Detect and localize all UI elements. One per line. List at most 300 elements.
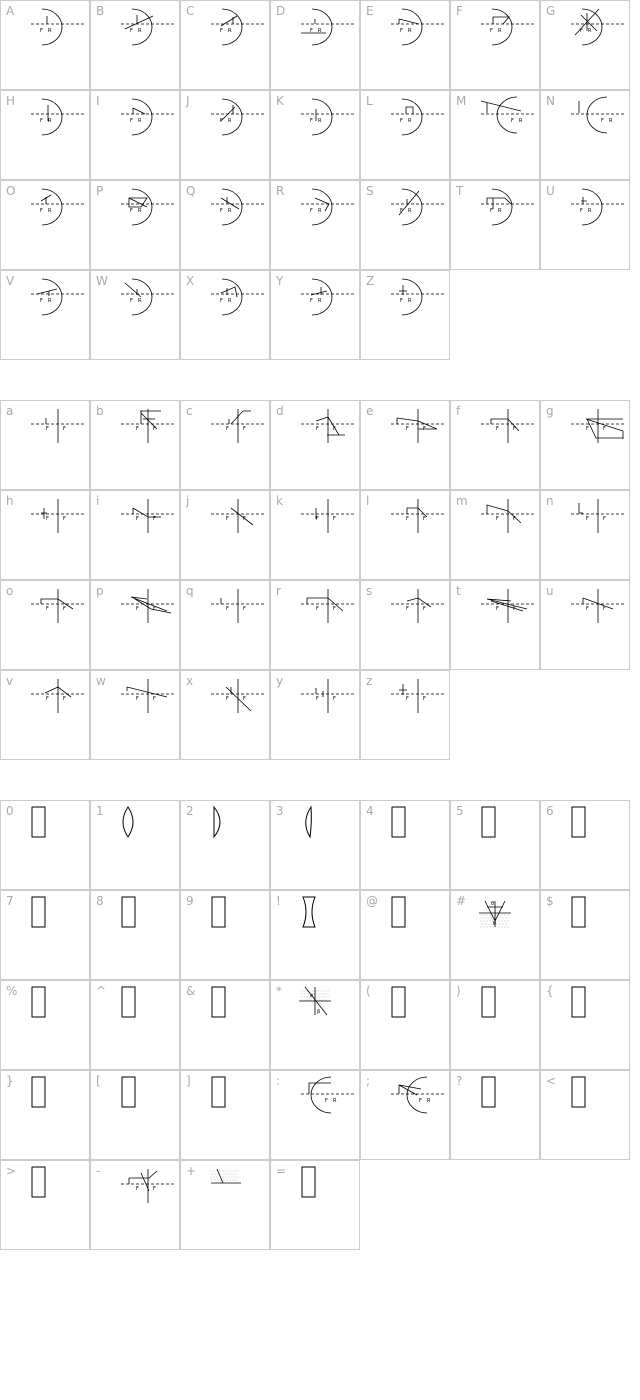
svg-text:F: F xyxy=(423,516,426,522)
glyph-cell xyxy=(0,1160,90,1250)
glyph-char-label: y xyxy=(276,674,284,688)
svg-text:F: F xyxy=(333,426,336,432)
svg-text:F: F xyxy=(400,298,403,304)
glyph-char-label: R xyxy=(276,184,285,198)
svg-text:R: R xyxy=(498,208,502,214)
glyph-char-label: 1 xyxy=(96,804,104,818)
mirror-ray-colon-icon xyxy=(271,1071,361,1161)
glyph-char-label: = xyxy=(276,1164,287,1178)
glyph-cell xyxy=(360,890,450,980)
svg-text:F: F xyxy=(46,426,49,432)
lens-ray-h-icon xyxy=(1,491,91,581)
lens-ray-a-icon xyxy=(1,401,91,491)
svg-text:R: R xyxy=(138,208,142,214)
glyph-cell xyxy=(450,0,540,90)
empty-box-icon xyxy=(361,981,451,1071)
glyph-char-label: # xyxy=(456,894,467,908)
svg-text:F: F xyxy=(423,696,426,702)
svg-text:F: F xyxy=(63,516,66,522)
lens-ray-v-icon xyxy=(1,671,91,761)
glyph-char-label: ) xyxy=(456,984,461,998)
svg-text:F: F xyxy=(40,208,43,214)
mirror-ray-X-icon xyxy=(181,271,271,361)
mirror-ray-T-icon xyxy=(451,181,541,271)
glyph-char-label: L xyxy=(366,94,373,108)
svg-text:F: F xyxy=(226,606,229,612)
svg-text:R: R xyxy=(427,1098,431,1104)
glyph-char-label: 9 xyxy=(186,894,194,908)
glyph-cell xyxy=(90,400,180,490)
glyph-char-label: H xyxy=(6,94,16,108)
svg-text:F: F xyxy=(226,516,229,522)
glyph-char-label: % xyxy=(6,984,18,998)
glyph-cell xyxy=(270,490,360,580)
lens-ray-u-icon xyxy=(541,581,631,671)
svg-text:F: F xyxy=(130,298,133,304)
svg-text:F: F xyxy=(333,606,336,612)
glyph-cell xyxy=(540,0,630,90)
glyph-cell xyxy=(450,580,540,670)
glyph-char-label: x xyxy=(186,674,194,688)
glyph-cell xyxy=(360,490,450,580)
glyph-cell xyxy=(180,1070,270,1160)
svg-text:F: F xyxy=(136,606,139,612)
svg-text:F: F xyxy=(226,426,229,432)
glyph-char-label: p xyxy=(96,584,104,598)
glyph-cell xyxy=(180,580,270,670)
lens-ray-e-icon xyxy=(361,401,451,491)
glyph-char-label: : xyxy=(276,1074,281,1088)
hatched-surface-icon xyxy=(181,1161,271,1251)
glyph-char-label: e xyxy=(366,404,374,418)
uppercase-glyph-grid xyxy=(0,0,640,360)
mirror-ray-E-icon xyxy=(361,1,451,91)
mirror-ray-A-icon xyxy=(1,1,91,91)
mirror-ray-N-icon xyxy=(541,91,631,181)
glyph-cell xyxy=(90,800,180,890)
mirror-ray-R-icon xyxy=(271,181,361,271)
svg-text:θ: θ xyxy=(491,901,495,907)
glyph-char-label: M xyxy=(456,94,467,108)
svg-text:F: F xyxy=(496,516,499,522)
glyph-cell xyxy=(0,580,90,670)
svg-text:F: F xyxy=(130,118,133,124)
mirror-ray-Y-icon xyxy=(271,271,361,361)
svg-text:F: F xyxy=(220,298,223,304)
glyph-cell xyxy=(180,890,270,980)
svg-text:R: R xyxy=(318,298,322,304)
glyph-char-label: { xyxy=(546,984,554,998)
glyph-char-label: l xyxy=(366,494,370,508)
empty-box-icon xyxy=(1,891,91,981)
glyph-char-label: o xyxy=(6,584,14,598)
glyph-char-label: s xyxy=(366,584,373,598)
glyph-char-label: j xyxy=(186,494,190,508)
glyph-cell xyxy=(540,400,630,490)
glyph-char-label: f xyxy=(456,404,461,418)
svg-text:F: F xyxy=(40,118,43,124)
glyph-char-label: ? xyxy=(456,1074,463,1088)
glyph-cell xyxy=(450,400,540,490)
svg-text:R: R xyxy=(138,118,142,124)
svg-text:R: R xyxy=(408,298,412,304)
glyph-cell xyxy=(180,270,270,360)
svg-text:F: F xyxy=(586,516,589,522)
svg-text:F: F xyxy=(325,1098,328,1104)
glyph-char-label: K xyxy=(276,94,284,108)
glyph-char-label: 0 xyxy=(6,804,14,818)
glyph-cell xyxy=(270,270,360,360)
glyph-char-label: [ xyxy=(96,1074,101,1088)
mirror-ray-S-icon xyxy=(361,181,451,271)
svg-text:F: F xyxy=(333,696,336,702)
lens-ray-n-icon xyxy=(541,491,631,581)
svg-text:F: F xyxy=(406,606,409,612)
svg-text:β: β xyxy=(317,1009,321,1015)
empty-box-icon xyxy=(451,981,541,1071)
mirror-ray-B-icon xyxy=(91,1,181,91)
mirror-ray-D-icon xyxy=(271,1,361,91)
glyph-char-label: d xyxy=(276,404,284,418)
glyph-cell xyxy=(180,180,270,270)
svg-text:F: F xyxy=(603,426,606,432)
glyph-cell xyxy=(270,980,360,1070)
svg-text:R: R xyxy=(519,118,523,124)
lens-ray-m-icon xyxy=(451,491,541,581)
svg-text:R: R xyxy=(228,118,232,124)
empty-box-icon xyxy=(361,891,451,981)
svg-text:F: F xyxy=(153,606,156,612)
glyph-char-label: > xyxy=(6,1164,17,1178)
glyph-char-label: i xyxy=(96,494,100,508)
svg-text:F: F xyxy=(490,28,493,34)
empty-box-icon xyxy=(1,1071,91,1161)
svg-text:F: F xyxy=(316,606,319,612)
glyph-char-label: 5 xyxy=(456,804,464,818)
lowercase-glyph-grid xyxy=(0,400,640,760)
mirror-ray-F-icon xyxy=(451,1,541,91)
glyph-char-label: V xyxy=(6,274,15,288)
svg-text:F: F xyxy=(226,696,229,702)
lens-ray-w-icon xyxy=(91,671,181,761)
svg-text:R: R xyxy=(609,118,613,124)
lens-ray-k-icon xyxy=(271,491,361,581)
glyph-cell xyxy=(90,1070,180,1160)
refraction-angle-beta-icon xyxy=(271,981,361,1071)
glyph-char-label: ^ xyxy=(96,984,107,998)
svg-text:α: α xyxy=(310,993,314,999)
svg-text:F: F xyxy=(220,28,223,34)
svg-text:θ: θ xyxy=(493,921,497,927)
glyph-cell xyxy=(90,890,180,980)
svg-text:R: R xyxy=(318,118,322,124)
glyph-char-label: m xyxy=(456,494,468,508)
empty-box-icon xyxy=(541,801,631,891)
glyph-cell xyxy=(540,580,630,670)
svg-text:R: R xyxy=(588,208,592,214)
svg-text:F: F xyxy=(580,208,583,214)
glyph-char-label: t xyxy=(456,584,461,598)
glyph-cell xyxy=(360,90,450,180)
empty-box-icon xyxy=(361,801,451,891)
svg-text:F: F xyxy=(63,426,66,432)
lens-ray-z-icon xyxy=(361,671,451,761)
lens-ray-f-icon xyxy=(451,401,541,491)
lens-ray-s-icon xyxy=(361,581,451,671)
glyph-cell xyxy=(540,490,630,580)
lens-ray-q-icon xyxy=(181,581,271,671)
glyph-char-label: $ xyxy=(546,894,554,908)
glyph-cell xyxy=(360,980,450,1070)
svg-text:F: F xyxy=(243,606,246,612)
glyph-char-label: D xyxy=(276,4,286,18)
glyph-char-label: q xyxy=(186,584,194,598)
glyph-char-label: P xyxy=(96,184,104,198)
glyph-cell xyxy=(270,890,360,980)
glyph-cell xyxy=(180,400,270,490)
empty-box-icon xyxy=(91,891,181,981)
glyph-char-label: a xyxy=(6,404,14,418)
glyph-cell xyxy=(450,980,540,1070)
glyph-cell xyxy=(360,180,450,270)
glyph-cell xyxy=(90,580,180,670)
svg-text:F: F xyxy=(130,208,133,214)
empty-box-icon xyxy=(451,801,541,891)
glyph-char-label: g xyxy=(546,404,554,418)
svg-text:F: F xyxy=(316,426,319,432)
glyph-cell xyxy=(180,90,270,180)
empty-box-icon xyxy=(451,1071,541,1161)
mirror-ray-L-icon xyxy=(361,91,451,181)
svg-text:F: F xyxy=(400,118,403,124)
svg-text:F: F xyxy=(46,516,49,522)
glyph-char-label: * xyxy=(276,984,282,998)
svg-text:F: F xyxy=(601,118,604,124)
glyph-char-label: Z xyxy=(366,274,375,288)
meniscus-lens-icon xyxy=(271,801,361,891)
svg-text:F: F xyxy=(406,426,409,432)
svg-text:F: F xyxy=(490,208,493,214)
glyph-char-label: W xyxy=(96,274,108,288)
glyph-cell xyxy=(0,0,90,90)
glyph-char-label: B xyxy=(96,4,105,18)
glyph-cell xyxy=(0,180,90,270)
glyph-char-label: A xyxy=(6,4,15,18)
mirror-ray-J-icon xyxy=(181,91,271,181)
empty-box-icon xyxy=(1,801,91,891)
mirror-ray-semicolon-icon xyxy=(361,1071,451,1161)
glyph-cell xyxy=(90,90,180,180)
glyph-cell xyxy=(180,1160,270,1250)
biconcave-lens-icon xyxy=(271,891,361,981)
mirror-ray-K-icon xyxy=(271,91,361,181)
svg-text:F: F xyxy=(243,426,246,432)
empty-box-icon xyxy=(1,1161,91,1251)
svg-text:F: F xyxy=(310,208,313,214)
svg-text:F: F xyxy=(496,606,499,612)
glyph-char-label: I xyxy=(96,94,100,108)
glyph-cell xyxy=(90,670,180,760)
glyph-char-label: k xyxy=(276,494,283,508)
glyph-cell xyxy=(180,670,270,760)
glyph-cell xyxy=(270,90,360,180)
svg-text:F: F xyxy=(406,516,409,522)
glyph-char-label: + xyxy=(186,1164,197,1178)
glyph-char-label: 4 xyxy=(366,804,374,818)
empty-box-icon xyxy=(1,981,91,1071)
glyph-cell xyxy=(540,1070,630,1160)
glyph-cell xyxy=(0,800,90,890)
svg-text:F: F xyxy=(153,696,156,702)
svg-text:R: R xyxy=(498,28,502,34)
svg-text:F: F xyxy=(46,606,49,612)
glyph-char-label: G xyxy=(546,4,556,18)
svg-text:R: R xyxy=(48,28,52,34)
svg-text:R: R xyxy=(333,1098,337,1104)
mirror-ray-G-icon xyxy=(541,1,631,91)
svg-text:F: F xyxy=(586,606,589,612)
glyph-cell xyxy=(0,1070,90,1160)
glyph-char-label: z xyxy=(366,674,373,688)
planoconvex-lens-icon xyxy=(181,801,271,891)
glyph-cell xyxy=(90,0,180,90)
svg-text:F: F xyxy=(136,516,139,522)
glyph-cell xyxy=(90,490,180,580)
svg-text:F: F xyxy=(316,696,319,702)
mirror-ray-P-icon xyxy=(91,181,181,271)
svg-text:F: F xyxy=(153,1186,156,1192)
lens-ray-x-icon xyxy=(181,671,271,761)
empty-box-icon xyxy=(541,1071,631,1161)
biconvex-lens-icon xyxy=(91,801,181,891)
glyph-cell xyxy=(270,1160,360,1250)
svg-text:F: F xyxy=(603,606,606,612)
svg-text:F: F xyxy=(496,426,499,432)
glyph-char-label: N xyxy=(546,94,555,108)
mirror-ray-C-icon xyxy=(181,1,271,91)
lens-ray-c-icon xyxy=(181,401,271,491)
svg-text:F: F xyxy=(136,696,139,702)
svg-text:F: F xyxy=(310,28,313,34)
glyph-char-label: 3 xyxy=(276,804,284,818)
glyph-cell xyxy=(90,270,180,360)
svg-text:F: F xyxy=(63,606,66,612)
svg-text:F: F xyxy=(243,516,246,522)
glyph-char-label: @ xyxy=(366,894,378,908)
svg-text:R: R xyxy=(408,118,412,124)
glyph-cell xyxy=(270,800,360,890)
glyph-cell xyxy=(360,400,450,490)
glyph-cell xyxy=(90,1160,180,1250)
svg-text:F: F xyxy=(40,28,43,34)
svg-text:R: R xyxy=(138,298,142,304)
empty-box-icon xyxy=(181,981,271,1071)
glyph-char-label: O xyxy=(6,184,16,198)
svg-text:R: R xyxy=(48,208,52,214)
glyph-cell xyxy=(450,90,540,180)
glyph-cell xyxy=(450,890,540,980)
mirror-ray-I-icon xyxy=(91,91,181,181)
svg-text:F: F xyxy=(423,606,426,612)
glyph-cell xyxy=(0,980,90,1070)
glyph-char-label: v xyxy=(6,674,14,688)
svg-text:R: R xyxy=(318,28,322,34)
glyph-char-label: X xyxy=(186,274,195,288)
glyph-char-label: & xyxy=(186,984,196,998)
mirror-ray-Z-icon xyxy=(361,271,451,361)
svg-text:F: F xyxy=(513,426,516,432)
lens-ray-y-icon xyxy=(271,671,361,761)
empty-box-icon xyxy=(271,1161,361,1251)
glyph-cell xyxy=(450,180,540,270)
glyph-cell xyxy=(540,180,630,270)
glyph-char-label: ( xyxy=(366,984,371,998)
glyph-cell xyxy=(360,0,450,90)
svg-text:F: F xyxy=(243,696,246,702)
svg-text:F: F xyxy=(406,696,409,702)
refraction-interface-icon xyxy=(451,891,541,981)
glyph-cell xyxy=(0,890,90,980)
svg-text:F: F xyxy=(40,298,43,304)
lens-ray-r-icon xyxy=(271,581,361,671)
glyph-cell xyxy=(540,90,630,180)
lens-ray-o-icon xyxy=(1,581,91,671)
empty-box-icon xyxy=(91,981,181,1071)
mirror-ray-V-icon xyxy=(1,271,91,361)
glyph-char-label: E xyxy=(366,4,374,18)
svg-text:R: R xyxy=(228,298,232,304)
lens-ray-j-icon xyxy=(181,491,271,581)
glyph-cell xyxy=(270,0,360,90)
empty-box-icon xyxy=(541,981,631,1071)
glyph-cell xyxy=(180,490,270,580)
glyph-char-label: b xyxy=(96,404,104,418)
svg-text:F: F xyxy=(586,426,589,432)
lens-ray-t-icon xyxy=(451,581,541,671)
glyph-cell xyxy=(270,400,360,490)
glyph-char-label: u xyxy=(546,584,554,598)
glyph-char-label: F xyxy=(456,4,463,18)
svg-text:F: F xyxy=(136,426,139,432)
glyph-char-label: T xyxy=(456,184,464,198)
glyph-char-label: ! xyxy=(276,894,281,908)
svg-text:F: F xyxy=(310,298,313,304)
mirror-ray-U-icon xyxy=(541,181,631,271)
svg-text:F: F xyxy=(580,28,583,34)
glyph-cell xyxy=(270,580,360,670)
empty-box-icon xyxy=(541,891,631,981)
glyph-char-label: 2 xyxy=(186,804,194,818)
glyph-char-label: Q xyxy=(186,184,196,198)
glyph-cell xyxy=(450,1070,540,1160)
svg-text:F: F xyxy=(316,516,319,522)
svg-text:R: R xyxy=(228,208,232,214)
svg-text:R: R xyxy=(408,28,412,34)
glyph-char-label: n xyxy=(546,494,554,508)
svg-text:F: F xyxy=(136,1186,139,1192)
svg-text:F: F xyxy=(603,516,606,522)
empty-box-icon xyxy=(181,891,271,981)
glyph-cell xyxy=(360,800,450,890)
glyph-char-label: h xyxy=(6,494,14,508)
glyph-cell xyxy=(360,580,450,670)
svg-text:F: F xyxy=(220,208,223,214)
glyph-char-label: C xyxy=(186,4,195,18)
svg-text:R: R xyxy=(318,208,322,214)
svg-text:F: F xyxy=(153,516,156,522)
svg-text:F: F xyxy=(46,696,49,702)
glyph-cell xyxy=(180,800,270,890)
